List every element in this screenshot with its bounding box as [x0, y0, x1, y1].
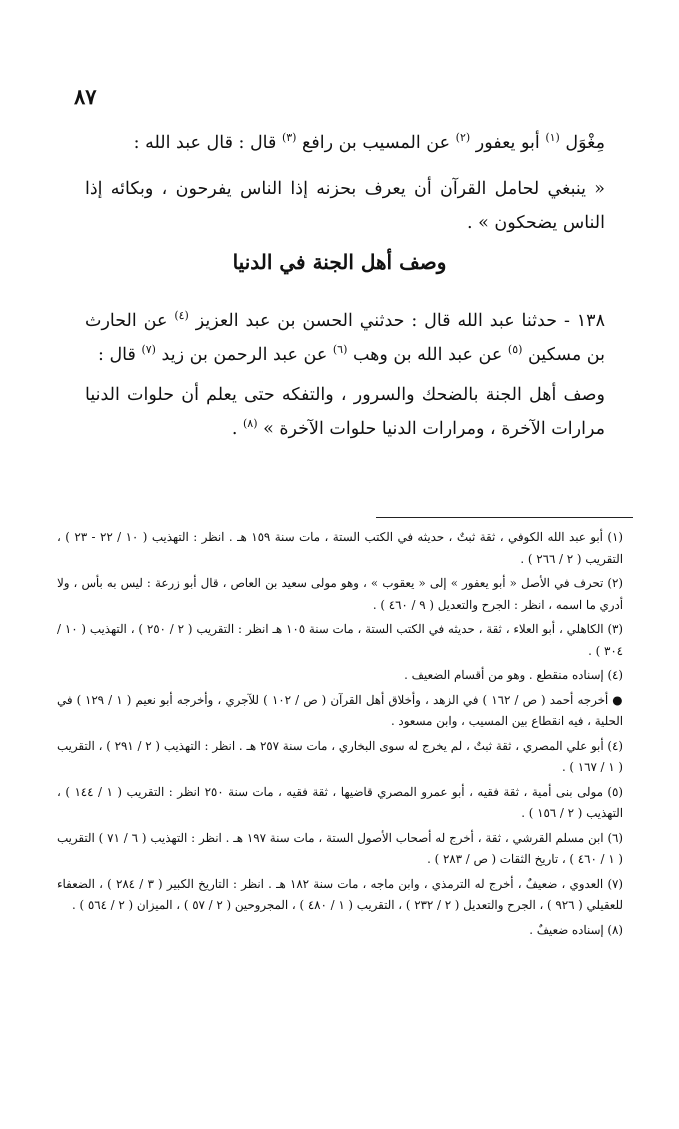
page-number: ٨٧ — [74, 84, 97, 109]
paragraph-matn-2 — [85, 378, 605, 446]
footnote-ref-8: (٨) — [242, 417, 258, 431]
footnote-divider — [376, 517, 633, 518]
paragraph-matn-1: « ينبغي لحامل القرآن أن يعرف بحزنه إذا الناس يفرحون ، وبكائه إذا الناس يضحكون » . — [85, 179, 605, 233]
footnote-ref-5: (٥) — [507, 343, 523, 357]
footnote-ref-7: (٧) — [141, 343, 156, 357]
footnote-ref-2: (٢) — [455, 131, 471, 145]
section-heading: وصف أهل الجنة في الدنيا — [232, 250, 447, 274]
narrator-chain: عن عبد الرحمن بن زيد — [161, 345, 328, 365]
matn-text: . — [231, 419, 238, 439]
footnote: (٣) الكاهلي ، أبو العلاء ، ثقة ، حديثه في الكتب الستة ، مات سنة ١٠٥ هـ انظر : التقريب ( ٢ / ٢٥٠ ) ، التهذيب ( ١٠ / ٣٠٤ ) . — [57, 622, 623, 658]
footnotes — [57, 527, 623, 944]
footnote: (٥) مولى بنى أمية ، ثقة فقيه ، أبو عمرو المصري قاضيها ، ثقة فقيه ، مات سنة ٢٥٠ انظر : التقريب ( ١ / ١٤٤ ) ، التهذيب ( ٢ / ١٥٦ ) . — [57, 784, 623, 820]
narrator-chain: عن الحارث بن مسكين — [85, 311, 605, 365]
narrator-name: مِغْوَل — [565, 133, 605, 153]
footnote: (٦) ابن مسلم القرشي ، ثقة ، أخرج له أصحاب الأصول الستة ، مات سنة ١٩٧ هـ . انظر : التهذيب ( ٦ / ٧١ ) التقريب ( ١ / ٤٦٠ ) ، تاريخ الثقات ( ص / ٢٨٣ ) . — [57, 830, 623, 866]
narrator-name: أبو يعفور — [475, 133, 540, 153]
narrator-chain: عن عبد الله بن وهب — [352, 345, 503, 365]
footnote-ref-6: (٦) — [332, 343, 348, 357]
paragraph-isnad-2 — [85, 304, 605, 372]
narrator-chain: قال : — [98, 345, 136, 365]
paragraph-isnad-1 — [85, 126, 605, 160]
footnote-ref-1: (١) — [545, 131, 560, 145]
footnote: (٢) تحرف في الأصل « أبو يعفور » إلى « يعقوب » ، وهو مولى سعيد بن العاص ، قال أبو زرعة : ليس به بأس ، ولا أدري ما اسمه ، انظر : الجرح والتعديل ( ٩ / ٤٦٠ ) . — [57, 576, 623, 612]
narrator-chain: قال : قال عبد الله : — [133, 133, 277, 153]
footnote: (٨) إسناده ضعيفٌ . — [529, 922, 623, 937]
hadith-number-chain: ١٣٨ - حدثنا عبد الله قال : حدثني الحسن بن عبد العزيز — [195, 311, 605, 331]
footnote: ● أخرجه أحمد ( ص / ١٦٢ ) في الزهد ، وأخلاق أهل القرآن ( ص / ١٠٢ ) للآجري ، وأخرجه أبو نعيم ( ١ / ١٢٩ ) في الحلية ، فيه انقطاع بين المسيب ، وابن مسعود . — [57, 692, 623, 728]
narrator-chain: عن المسيب بن رافع — [302, 133, 451, 153]
footnote: (٤) أبو علي المصري ، ثقة ثبتٌ ، لم يخرج له سوى البخاري ، مات سنة ٢٥٧ هـ . انظر : التهذيب ( ٢ / ٢٩١ ) ، التقريب ( ١ / ١٦٧ ) . — [57, 738, 623, 774]
matn-text: وصف أهل الجنة بالضحك والسرور ، والتفكه حتى يعلم أن حلوات الدنيا مرارات الآخرة ، ومرارات الدنيا حلوات الآخرة » — [85, 385, 605, 439]
footnote: (٤) إسناده منقطع . وهو من أقسام الضعيف . — [404, 668, 623, 682]
footnote: (١) أبو عبد الله الكوفي ، ثقة ثبتٌ ، حديثه في الكتب الستة ، مات سنة ١٥٩ هـ . انظر : التهذيب ( ١٠ / ٢٢ - ٢٣ ) ، التقريب ( ٢ / ٢٦٦ ) . — [57, 530, 623, 566]
footnote: (٧) العدوي ، ضعيفٌ ، أخرج له الترمذي ، وابن ماجه ، مات سنة ١٨٢ هـ . انظر : التاريخ الكبير ( ٣ / ٢٨٤ ) ، الضعفاء للعقيلي ( ٩٢٦ ) ، الجرح والتعديل ( ٢ / ٢٣٢ ) ، التقريب ( ١ / ٤٨٠ ) ، المجروحين ( ٢ / ٥٧ ) ، الميزان ( ٢ / ٥٦٤ ) . — [57, 876, 623, 912]
footnote-ref-3: (٣) — [281, 131, 297, 145]
footnote-ref-4: (٤) — [174, 309, 189, 323]
